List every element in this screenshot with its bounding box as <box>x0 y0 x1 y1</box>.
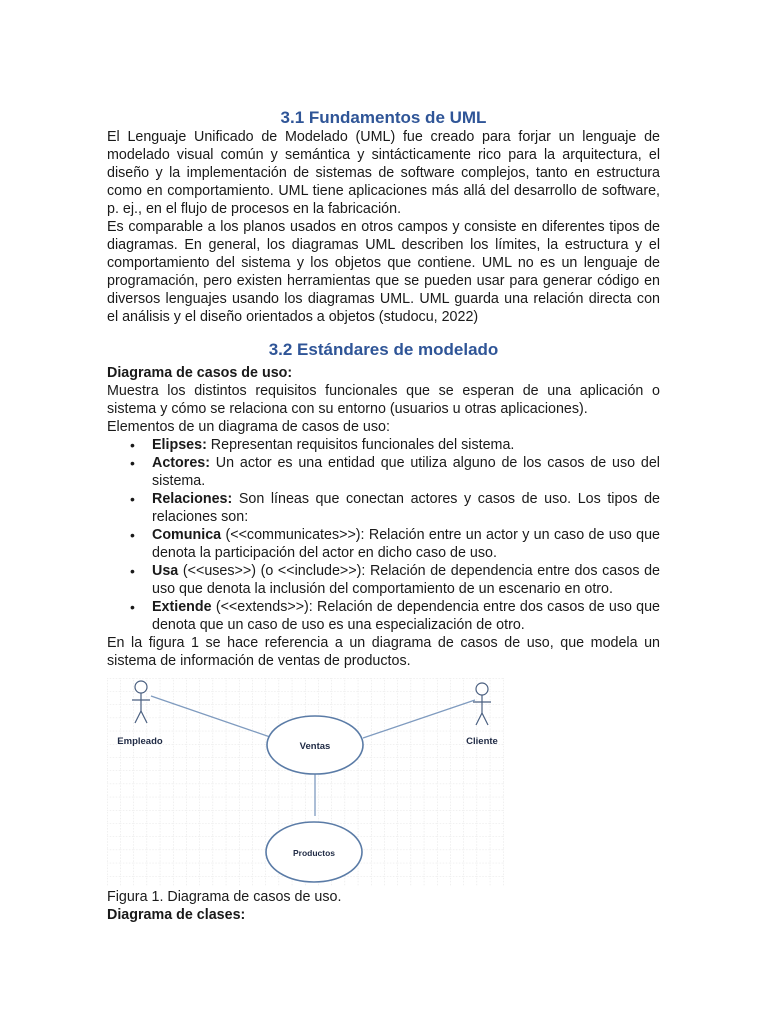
list-item <box>152 526 660 562</box>
list-item-text: (<<extends>>): Relación de dependencia entre dos casos de uso que denota que un caso de uso es una especialización de otro. <box>152 599 660 633</box>
list-item <box>152 436 660 454</box>
actor-cliente-label: Cliente <box>466 736 498 747</box>
list-item-text: (<<communicates>>): Relación entre un actor y un caso de uso que denota la participación del actor en dicho caso de uso. <box>152 527 660 561</box>
list-item-term: Elipses: <box>152 437 207 453</box>
paragraph-use-case-intro: Muestra los distintos requisitos funcionales que se esperan de una aplicación o sistema y cómo se relaciona con su entorno (usuarios u otras aplicaciones). <box>107 383 660 417</box>
paragraph-figure-reference: En la figura 1 se hace referencia a un diagrama de casos de uso, que modela un sistema de información de ventas de productos. <box>107 635 660 669</box>
figure-caption: Figura 1. Diagrama de casos de uso. <box>107 889 342 905</box>
elements-list <box>107 436 660 634</box>
list-item-term: Extiende <box>152 599 212 615</box>
use-case-productos-label: Productos <box>292 848 336 858</box>
paragraph-uml-definition: El Lenguaje Unificado de Modelado (UML) fue creado para forjar un lenguaje de modelado visual común y semántica y sintácticamente rico para la arquitectura, el diseño y la implementación de sistemas de software complejos, tanto en estructura como en comportamiento. UML tiene aplicaciones más allá del desarrollo de software, p. ej., en el flujo de procesos en la fabricación. <box>107 129 660 217</box>
list-item-text: Un actor es una entidad que utiliza alguno de los casos de uso del sistema. <box>152 455 660 489</box>
paragraph-uml-comparison: Es comparable a los planos usados en otros campos y consiste en diferentes tipos de diagramas. En general, los diagramas UML describen los límites, la estructura y el comportamiento del sistema y los objetos que contiene. UML no es un lenguaje de programación, pero existen herramientas que se pueden usar para generar código en diversos lenguajes usando los diagramas UML. UML guarda una relación directa con el análisis y el diseño orientados a objetos (studocu, 2022) <box>107 219 660 325</box>
list-item-text: Representan requisitos funcionales del sistema. <box>206 437 515 453</box>
list-item-term: Relaciones: <box>152 491 233 507</box>
document-page <box>107 108 660 924</box>
list-item-term: Actores: <box>152 455 210 471</box>
section-heading-fundamentos-uml: 3.1 Fundamentos de UML <box>280 108 487 127</box>
list-item <box>152 598 660 634</box>
elements-intro: Elementos de un diagrama de casos de uso: <box>107 419 390 435</box>
section-heading-estandares-modelado: 3.2 Estándares de modelado <box>268 340 499 359</box>
list-item-term: Comunica <box>152 527 222 543</box>
class-diagram-title: Diagrama de clases: <box>107 907 246 923</box>
use-case-ventas-label: Ventas <box>299 741 331 752</box>
use-case-diagram-svg <box>107 678 504 886</box>
list-item <box>152 562 660 598</box>
list-item-text: (<<uses>>) (o <<include>>): Relación de dependencia entre dos casos de uso que denota la inclusión del comportamiento de un escenario en otro. <box>152 563 660 597</box>
use-case-diagram-figure <box>107 678 504 886</box>
list-item <box>152 454 660 490</box>
list-item-term: Usa <box>152 563 179 579</box>
list-item-text: Son líneas que conectan actores y casos de uso. Los tipos de relaciones son: <box>152 491 660 525</box>
list-item <box>152 490 660 526</box>
use-case-diagram-title: Diagrama de casos de uso: <box>107 365 293 381</box>
actor-empleado-label: Empleado <box>117 736 163 747</box>
